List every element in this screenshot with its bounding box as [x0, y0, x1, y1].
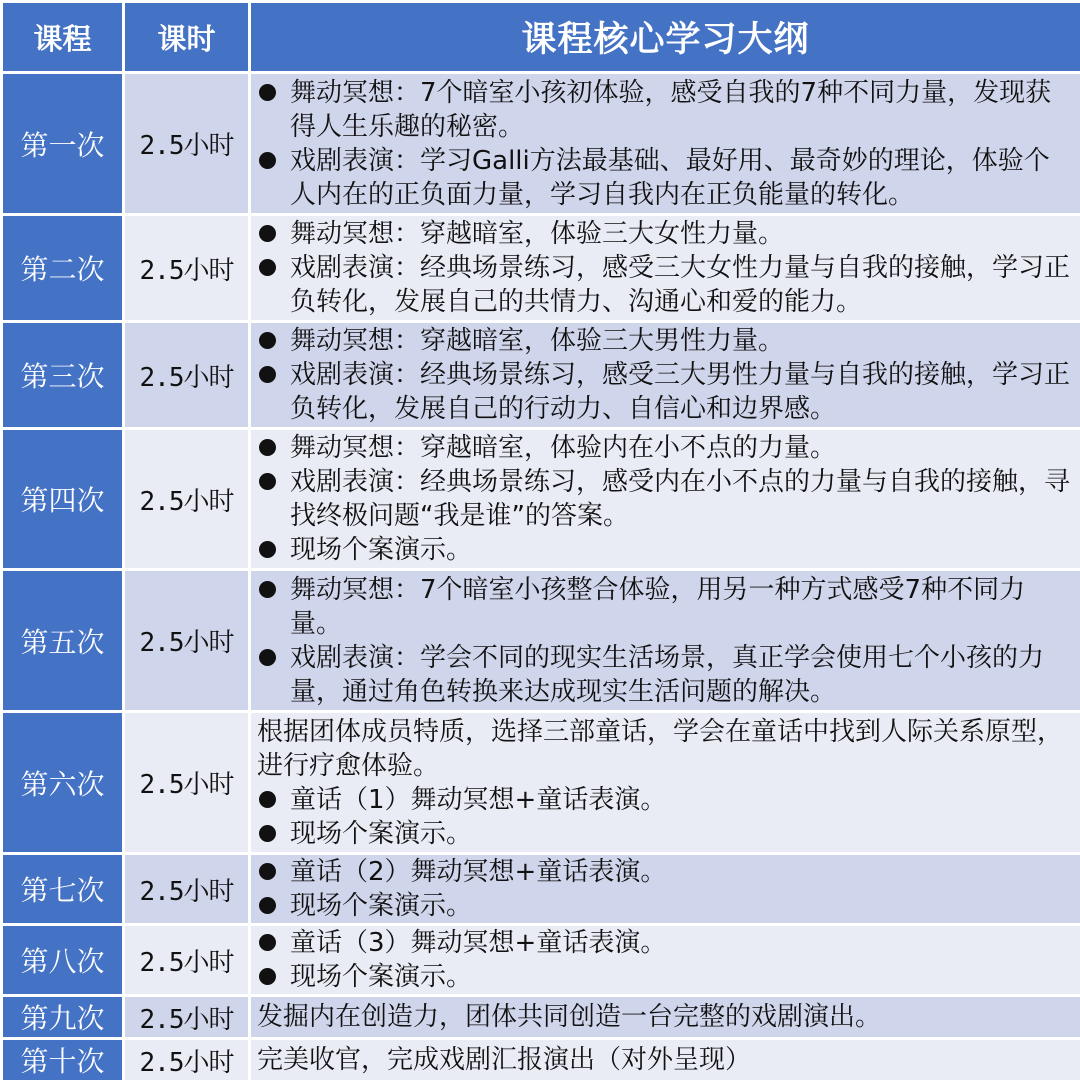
- bullet-item: [257, 783, 1074, 817]
- bullet-icon: [259, 259, 276, 276]
- bullet-text: 舞动冥想：穿越暗室，体验内在小不点的力量。: [290, 433, 836, 463]
- table-row: [2, 712, 1080, 854]
- bullet-item: [257, 855, 1074, 889]
- bullet-list: [257, 573, 1074, 709]
- bullet-text: 舞动冥想：7个暗室小孩初体验，感受自我的7种不同力量，发现获得人生乐趣的秘密。: [290, 78, 1051, 142]
- bullet-item: [257, 465, 1074, 533]
- bullet-list: [257, 855, 1074, 923]
- hours-cell: 2.5小时: [124, 996, 250, 1039]
- lesson-cell: 第二次: [2, 215, 124, 322]
- header-lesson: 课程: [2, 2, 124, 73]
- bullet-icon: [259, 225, 276, 242]
- table-row: [2, 570, 1080, 712]
- bullet-text: 童话（2）舞动冥想+童话表演。: [290, 857, 666, 887]
- content-cell: [250, 925, 1080, 996]
- hours-cell: 2.5小时: [124, 73, 250, 215]
- bullet-text: 戏剧表演：学会不同的现实生活场景，真正学会使用七个小孩的力量，通过角色转换来达成现实生活问题的解决。: [290, 643, 1044, 707]
- bullet-icon: [259, 897, 276, 914]
- bullet-icon: [259, 541, 276, 558]
- lesson-cell: 第四次: [2, 429, 124, 570]
- bullet-text: 现场个案演示。: [290, 535, 472, 565]
- bullet-item: [257, 533, 1074, 567]
- bullet-text: 童话（1）舞动冥想+童话表演。: [290, 785, 666, 815]
- bullet-icon: [259, 366, 276, 383]
- bullet-item: [257, 144, 1074, 212]
- bullet-icon: [259, 934, 276, 951]
- bullet-item: [257, 573, 1074, 641]
- bullet-text: 戏剧表演：经典场景练习，感受三大女性力量与自我的接触，学习正负转化，发展自己的共情力、沟通心和爱的能力。: [290, 253, 1070, 317]
- header-row: [2, 2, 1080, 73]
- bullet-item: [257, 889, 1074, 923]
- hours-cell: 2.5小时: [124, 854, 250, 925]
- bullet-list: [257, 324, 1074, 426]
- bullet-item: [257, 641, 1074, 709]
- bullet-icon: [259, 968, 276, 985]
- table-row: [2, 429, 1080, 570]
- bullet-list: [257, 431, 1074, 567]
- table-row: [2, 215, 1080, 322]
- table-body: [2, 73, 1080, 1082]
- content-cell: [250, 215, 1080, 322]
- bullet-icon: [259, 439, 276, 456]
- bullet-text: 戏剧表演：经典场景练习，感受内在小不点的力量与自我的接触，寻找终极问题“我是谁”的答案。: [290, 467, 1070, 531]
- hours-cell: 2.5小时: [124, 712, 250, 854]
- bullet-icon: [259, 84, 276, 101]
- bullet-item: [257, 217, 1074, 251]
- bullet-icon: [259, 152, 276, 169]
- bullet-text: 戏剧表演：经典场景练习，感受三大男性力量与自我的接触，学习正负转化，发展自己的行动力、自信心和边界感。: [290, 360, 1070, 424]
- lesson-cell: 第五次: [2, 570, 124, 712]
- hours-cell: 2.5小时: [124, 925, 250, 996]
- bullet-item: [257, 358, 1074, 426]
- content-cell: [250, 429, 1080, 570]
- bullet-icon: [259, 581, 276, 598]
- lesson-cell: 第七次: [2, 854, 124, 925]
- bullet-item: [257, 251, 1074, 319]
- table-row: [2, 925, 1080, 996]
- content-cell: [250, 854, 1080, 925]
- bullet-text: 现场个案演示。: [290, 819, 472, 849]
- hours-cell: 2.5小时: [124, 570, 250, 712]
- header-outline: 课程核心学习大纲: [250, 2, 1080, 73]
- lesson-cell: 第八次: [2, 925, 124, 996]
- intro-text: 根据团体成员特质，选择三部童话，学会在童话中找到人际关系原型，进行疗愈体验。: [257, 715, 1074, 783]
- bullet-item: [257, 817, 1074, 851]
- bullet-icon: [259, 825, 276, 842]
- content-cell: [250, 73, 1080, 215]
- lesson-cell: 第十次: [2, 1039, 124, 1082]
- lesson-cell: 第六次: [2, 712, 124, 854]
- content-cell: [250, 570, 1080, 712]
- bullet-text: 戏剧表演：学习Galli方法最基础、最好用、最奇妙的理论，体验个人内在的正负面力量，学习自我内在正负能量的转化。: [290, 146, 1050, 210]
- hours-cell: 2.5小时: [124, 322, 250, 429]
- bullet-list: [257, 783, 1074, 851]
- bullet-icon: [259, 649, 276, 666]
- bullet-item: [257, 324, 1074, 358]
- content-cell: [250, 322, 1080, 429]
- bullet-item: [257, 960, 1074, 994]
- bullet-list: [257, 217, 1074, 319]
- bullet-item: [257, 76, 1074, 144]
- bullet-item: [257, 926, 1074, 960]
- table-row: [2, 996, 1080, 1039]
- table-row: [2, 1039, 1080, 1082]
- table-row: [2, 73, 1080, 215]
- content-cell: 发掘内在创造力，团体共同创造一台完整的戏剧演出。: [250, 996, 1080, 1039]
- bullet-text: 舞动冥想：穿越暗室，体验三大女性力量。: [290, 219, 784, 249]
- bullet-text: 现场个案演示。: [290, 962, 472, 992]
- bullet-list: [257, 926, 1074, 994]
- lesson-cell: 第三次: [2, 322, 124, 429]
- bullet-icon: [259, 473, 276, 490]
- bullet-text: 现场个案演示。: [290, 891, 472, 921]
- content-cell: [250, 712, 1080, 854]
- bullet-list: [257, 76, 1074, 212]
- hours-cell: 2.5小时: [124, 1039, 250, 1082]
- bullet-icon: [259, 863, 276, 880]
- table-row: [2, 322, 1080, 429]
- lesson-cell: 第九次: [2, 996, 124, 1039]
- bullet-icon: [259, 791, 276, 808]
- lesson-cell: 第一次: [2, 73, 124, 215]
- bullet-text: 舞动冥想：穿越暗室，体验三大男性力量。: [290, 326, 784, 356]
- content-cell: 完美收官，完成戏剧汇报演出（对外呈现）: [250, 1039, 1080, 1082]
- header-hours: 课时: [124, 2, 250, 73]
- table-row: [2, 854, 1080, 925]
- bullet-icon: [259, 332, 276, 349]
- bullet-item: [257, 431, 1074, 465]
- hours-cell: 2.5小时: [124, 429, 250, 570]
- hours-cell: 2.5小时: [124, 215, 250, 322]
- bullet-text: 童话（3）舞动冥想+童话表演。: [290, 928, 666, 958]
- bullet-text: 舞动冥想：7个暗室小孩整合体验，用另一种方式感受7种不同力量。: [290, 575, 1025, 639]
